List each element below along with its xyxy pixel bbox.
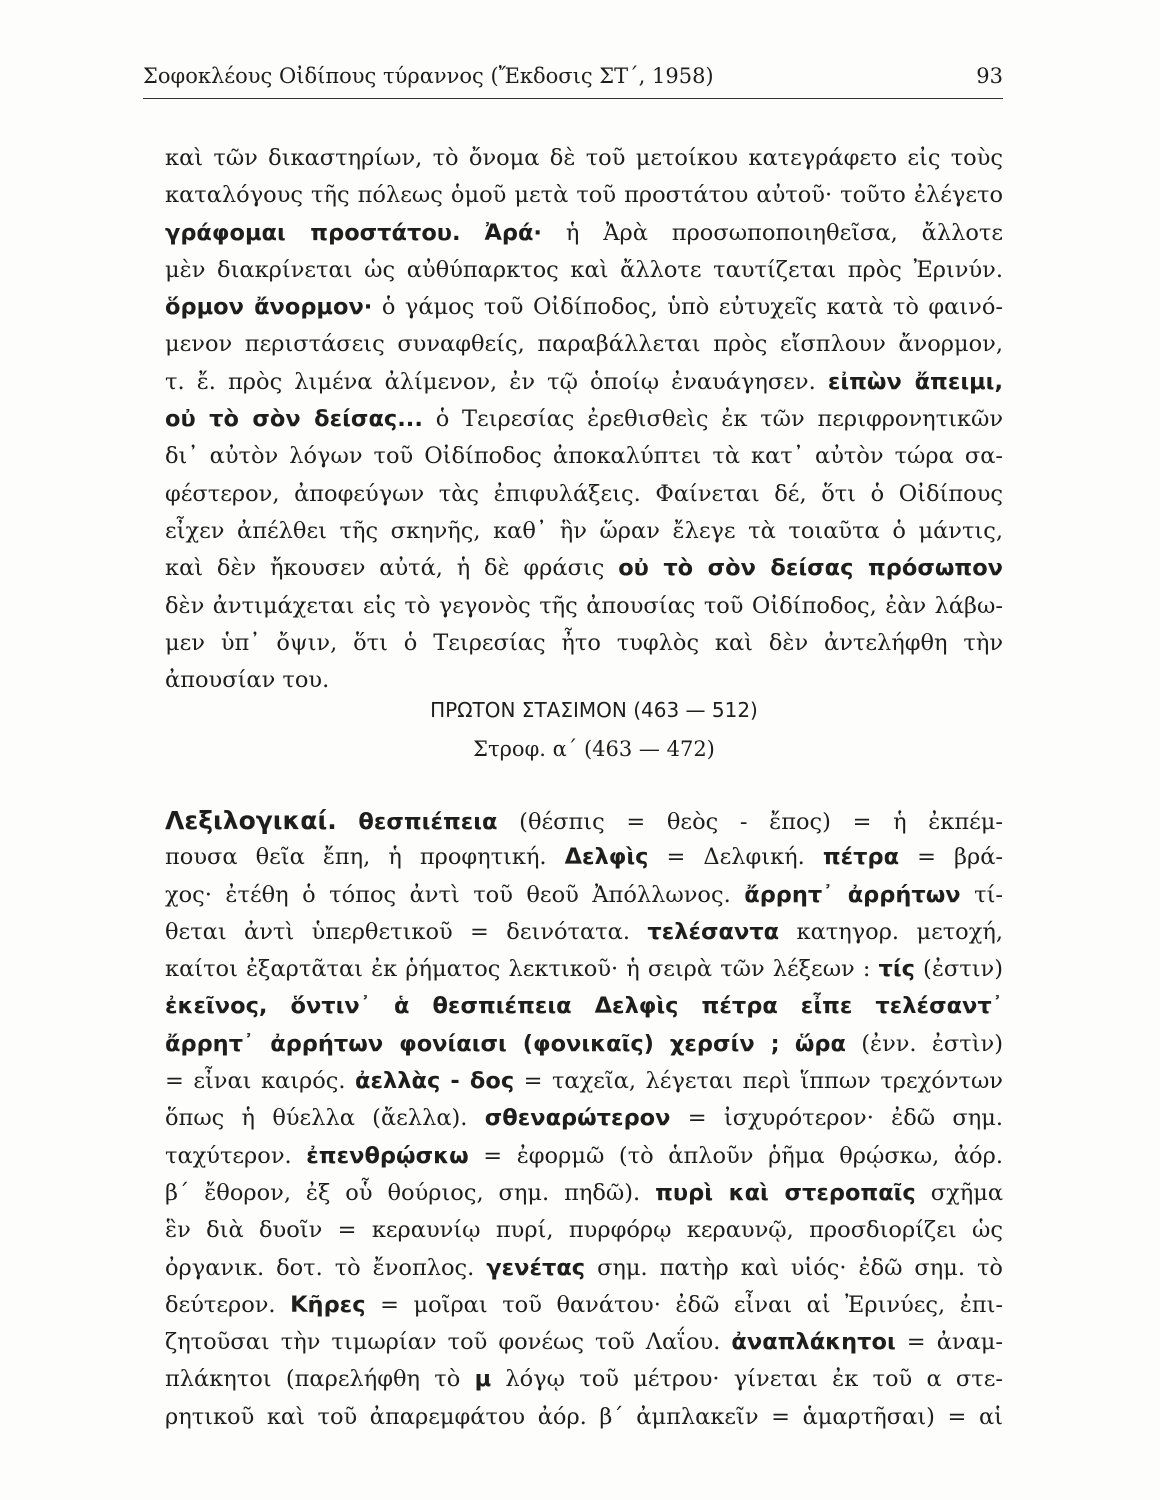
- strophe-title: Στροφ. α΄ (463 — 472): [473, 737, 715, 761]
- text-segment: ὅπως ἡ θύελλα (ἄελλα).: [165, 1105, 485, 1132]
- text-segment: κατηγορ. μετοχή,: [779, 918, 1003, 945]
- text-segment: = μοῖραι τοῦ θανάτου· ἐδῶ εἶναι αἱ Ἐρινύες, ἐπι-: [365, 1291, 1003, 1318]
- text-line: [165, 177, 1003, 214]
- commentary-part-1: [165, 140, 1003, 699]
- bold-term: μ: [474, 1366, 492, 1393]
- bold-term: ὅρμον ἄνορμον·: [165, 294, 373, 321]
- section-title: ΠΡΩΤΟΝ ΣΤΑΣΙΜΟΝ (463 — 512): [430, 698, 758, 722]
- bold-term: ἐπενθρῴσκω: [306, 1142, 469, 1169]
- bold-term: θεσπιέπεια: [358, 809, 498, 835]
- text-line: [165, 877, 1003, 914]
- text-line: [165, 839, 1003, 876]
- text-line: [165, 1063, 1003, 1100]
- commentary-part-2: [165, 802, 1003, 1436]
- text-line: [165, 326, 1003, 363]
- bold-term: ἀναπλάκητοι: [731, 1329, 896, 1356]
- text-segment: ἓν διὰ δυοῖν = κεραυνίῳ πυρί, πυρφόρῳ κεραυνῷ, προσδιορίζει ὡς: [165, 1217, 1003, 1244]
- text-segment: λόγῳ τοῦ μέτρου· γίνεται ἐκ τοῦ α στε-: [491, 1366, 1003, 1393]
- text-line: [165, 215, 1003, 252]
- bold-term: Ἀρά·: [484, 219, 542, 246]
- text-line: [165, 1026, 1003, 1063]
- text-line: [165, 988, 1003, 1025]
- text-segment: ζητοῦσαι τὴν τιμωρίαν τοῦ φονέως τοῦ Λαΐου.: [165, 1329, 732, 1356]
- text-line: [165, 1175, 1003, 1212]
- text-segment: πουσα θεῖα ἔπη, ἡ προφητική.: [165, 844, 565, 871]
- text-line: [165, 625, 1003, 662]
- bold-term: τίς: [878, 956, 915, 983]
- text-segment: τ. ἔ. πρὸς λιμένα ἀλίμενον, ἐν τῷ ὁποίῳ ἐναυάγησεν.: [165, 368, 828, 395]
- text-segment: (θέσπις = θεὸς - ἔπος) = ἡ ἐκπέμ-: [497, 809, 1003, 835]
- text-line: [165, 914, 1003, 951]
- text-line: [165, 1324, 1003, 1361]
- text-line: [165, 588, 1003, 625]
- text-segment: τί-: [960, 881, 1003, 908]
- text-line: [165, 289, 1003, 326]
- bold-term: γενέτας: [486, 1254, 586, 1281]
- text-segment: ὀργανικ. δοτ. τὸ ἔνοπλος.: [165, 1254, 487, 1281]
- bold-term: εἰπὼν ἄπειμι,: [827, 368, 1003, 395]
- page-number: 93: [976, 64, 1003, 88]
- bold-term: οὐ τὸ σὸν δείσας πρόσωπον: [618, 555, 1003, 582]
- text-segment: πλάκητοι (παρελήφθη τὸ: [165, 1366, 475, 1393]
- bold-term: πυρὶ καὶ στεροπαῖς: [655, 1179, 916, 1206]
- text-line: [165, 252, 1003, 289]
- text-line: [165, 140, 1003, 177]
- text-segment: ὁ γάμος τοῦ Οἰδίποδος, ὑπὸ εὐτυχεῖς κατὰ τὸ φαινό-: [372, 294, 1003, 321]
- bold-term: Δελφὶς: [564, 844, 649, 871]
- text-segment: = Δελφική.: [648, 844, 823, 871]
- text-segment: καταλόγους τῆς πόλεως ὁμοῦ μετὰ τοῦ προστάτου αὐτοῦ· τοῦτο ἐλέγετο: [165, 182, 1003, 209]
- bold-term: σθεναρώτερον: [484, 1105, 671, 1132]
- bold-term: ἄρρητ᾽ ἀρρήτων: [744, 881, 961, 908]
- text-segment: καὶ δὲν ἤκουσεν αὐτά, ἡ δὲ φράσις: [165, 555, 619, 582]
- text-segment: χος· ἐτέθη ὁ τόπος ἀντὶ τοῦ θεοῦ Ἀπόλλωνος.: [165, 881, 745, 908]
- bold-term: πέτρα: [822, 844, 900, 871]
- text-line: [165, 802, 1003, 839]
- header-title: Σοφοκλέους Οἰδίπους τύραννος (Ἔκδοσις ΣΤ΄, 1958): [143, 64, 714, 88]
- text-segment: = ἐφορμῶ (τὸ ἁπλοῦν ῥῆμα θρῴσκω, ἀόρ.: [468, 1142, 1003, 1169]
- bold-term: ὥρα: [794, 1030, 846, 1057]
- text-segment: φέστερον, ἀποφεύγων τὰς ἐπιφυλάξεις. Φαίνεται δέ, ὅτι ὁ Οἰδίπους: [165, 480, 1003, 507]
- text-segment: καίτοι ἐξαρτᾶται ἐκ ῥήματος λεκτικοῦ· ἡ σειρὰ τῶν λέξεων :: [165, 956, 879, 983]
- text-segment: (ἐστιν): [914, 956, 1003, 983]
- text-segment: ταχύτερον.: [165, 1142, 307, 1169]
- bold-term: γράφομαι προστάτου.: [165, 219, 461, 246]
- text-segment: δὲν ἀντιμάχεται εἰς τὸ γεγονὸς τῆς ἀπουσίας τοῦ Οἰδίποδος, ἐὰν λάβω-: [165, 592, 1003, 619]
- text-line: [165, 951, 1003, 988]
- text-segment: (ἐνν. ἐστὶν): [845, 1030, 1003, 1057]
- bold-term: Κῆρες: [290, 1291, 366, 1318]
- text-segment: = ταχεῖα, λέγεται περὶ ἵππων τρεχόντων: [514, 1068, 1003, 1095]
- text-segment: = ἰσχυρότερον· ἐδῶ σημ.: [670, 1105, 1003, 1132]
- text-line: [165, 513, 1003, 550]
- text-line: [165, 1100, 1003, 1137]
- text-line: [165, 1212, 1003, 1249]
- text-segment: ρητικοῦ καὶ τοῦ ἀπαρεμφάτου ἀόρ. β΄ ἀμπλακεῖν = ἁμαρτῆσαι) = αἱ: [165, 1403, 1003, 1430]
- text-segment: μὲν διακρίνεται ὡς αὐθύπαρκτος καὶ ἄλλοτε ταυτίζεται πρὸς Ἐρινύν.: [165, 256, 1003, 283]
- text-line: [165, 476, 1003, 513]
- text-segment: [461, 220, 485, 246]
- bold-term: ἐκεῖνος, ὅντιν᾽ ἁ θεσπιέπεια Δελφὶς πέτρα εἶπε τελέσαντ᾽: [165, 993, 1003, 1020]
- text-segment: ἀπουσίαν του.: [165, 667, 330, 694]
- text-line: [165, 438, 1003, 475]
- bold-term: τελέσαντα: [647, 918, 780, 945]
- text-line: [165, 1399, 1003, 1436]
- text-segment: ἡ Ἀρὰ προσωποποιηθεῖσα, ἄλλοτε: [541, 219, 1003, 246]
- text-segment: θεται ἀντὶ ὑπερθετικοῦ = δεινότατα.: [165, 918, 648, 945]
- text-segment: [337, 809, 359, 835]
- text-segment: σχῆμα: [915, 1179, 1003, 1206]
- text-segment: β΄ ἔθορον, ἐξ οὗ θούριος, σημ. πηδῶ).: [165, 1179, 656, 1206]
- bold-term: ἀελλὰς - δος: [355, 1068, 515, 1095]
- text-segment: = ἀναμ-: [895, 1329, 1003, 1356]
- text-segment: μενον περιστάσεις συναφθείς, παραβάλλεται πρὸς εἴσπλουν ἄνορμον,: [165, 331, 1003, 358]
- running-header: [143, 58, 1003, 99]
- bold-term: Λεξιλογικαί.: [165, 806, 337, 835]
- text-segment: καὶ τῶν δικαστηρίων, τὸ ὄνομα δὲ τοῦ μετοίκου κατεγράφετο εἰς τοὺς: [165, 145, 1003, 171]
- text-line: [165, 401, 1003, 438]
- text-segment: = εἶναι καιρός.: [165, 1068, 356, 1095]
- bold-term: οὐ τὸ σὸν δείσας...: [165, 406, 423, 433]
- text-segment: [780, 1031, 795, 1057]
- text-segment: σημ. πατὴρ καὶ υἱός· ἐδῶ σημ. τὸ: [585, 1254, 1003, 1281]
- bold-term: ἄρρητ᾽ ἀρρήτων φονίαισι (φονικαῖς) χερσίν ;: [165, 1030, 780, 1057]
- text-line: [165, 1250, 1003, 1287]
- text-segment: δι᾽ αὐτὸν λόγων τοῦ Οἰδίποδος ἀποκαλύπτει τὰ κατ᾽ αὐτὸν τώρα σα-: [165, 443, 1003, 470]
- text-segment: ὁ Τειρεσίας ἐρεθισθεὶς ἐκ τῶν περιφρονητικῶν: [422, 406, 1003, 433]
- text-line: [165, 550, 1003, 587]
- text-line: [165, 364, 1003, 401]
- text-segment: μεν ὑπ᾽ ὄψιν, ὅτι ὁ Τειρεσίας ἦτο τυφλὸς καὶ δὲν ἀντελήφθη τὴν: [165, 629, 1003, 656]
- text-segment: = βρά-: [899, 844, 1003, 871]
- text-line: [165, 1287, 1003, 1324]
- text-line: [165, 1361, 1003, 1398]
- text-segment: εἶχεν ἀπέλθει τῆς σκηνῆς, καθ᾽ ἣν ὥραν ἔλεγε τὰ τοιαῦτα ὁ μάντις,: [165, 517, 1003, 544]
- text-line: [165, 1138, 1003, 1175]
- text-segment: δεύτερον.: [165, 1291, 291, 1318]
